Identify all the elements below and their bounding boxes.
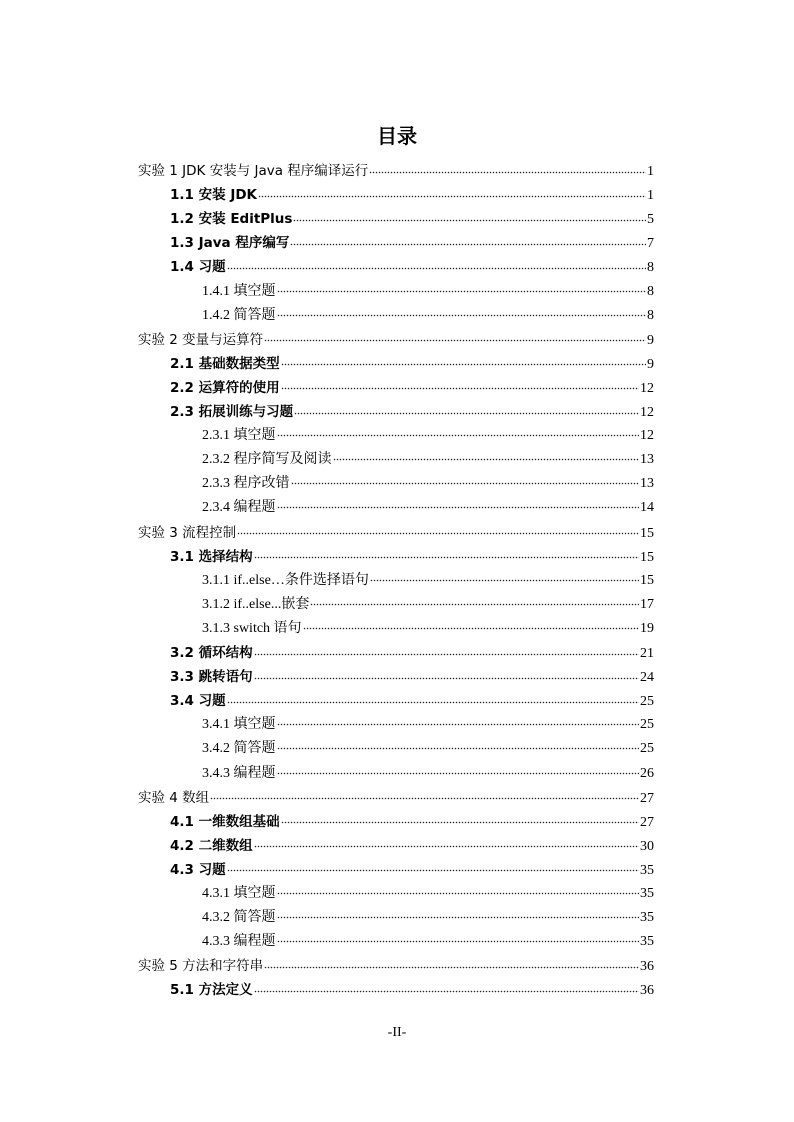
- toc-entry-title: 2.2 运算符的使用: [170, 379, 280, 396]
- dot-leader: [293, 210, 646, 224]
- toc-entry-page-number: 35: [640, 934, 654, 950]
- dot-leader: [258, 186, 646, 200]
- toc-entry[interactable]: [202, 762, 654, 786]
- toc-entry-title: 4.3.2 简答题: [202, 910, 276, 926]
- toc-entry[interactable]: [170, 400, 654, 424]
- toc-entry-page-number: 13: [640, 476, 654, 492]
- toc-entry[interactable]: [202, 930, 654, 954]
- dot-leader: [369, 162, 646, 176]
- toc-entry[interactable]: [202, 569, 654, 593]
- dot-leader: [281, 354, 646, 368]
- toc-entry-page-number: 24: [640, 670, 654, 686]
- toc-entry-page-number: 15: [640, 525, 654, 541]
- toc-entry-title: 4.3.3 编程题: [202, 934, 276, 950]
- dot-leader: [277, 931, 640, 945]
- dot-leader: [310, 594, 639, 608]
- toc-entry-page-number: 35: [640, 886, 654, 901]
- toc-entry-page-number: 30: [640, 838, 654, 854]
- toc-entry-page-number: 14: [640, 500, 654, 516]
- dot-leader: [210, 788, 639, 802]
- toc-entry[interactable]: [170, 231, 654, 255]
- toc-entry[interactable]: [170, 858, 654, 882]
- dot-leader: [254, 981, 639, 995]
- toc-entry-page-number: 9: [647, 332, 654, 348]
- page-number-footer: -II-: [387, 1025, 407, 1040]
- toc-entry-page-number: 8: [647, 260, 654, 276]
- toc-entry[interactable]: [170, 376, 654, 400]
- toc-entry-title: 实验 1 JDK 安装与 Java 程序编译运行: [138, 163, 369, 179]
- toc-entry-title: 3.1.3 switch 语句: [202, 620, 302, 636]
- toc-entry[interactable]: [202, 882, 654, 906]
- toc-entry-title: 实验 4 数组: [138, 789, 210, 806]
- toc-entry[interactable]: [202, 593, 654, 617]
- dot-leader: [294, 403, 639, 417]
- toc-entry-page-number: 17: [640, 596, 654, 612]
- dot-leader: [303, 618, 639, 632]
- toc-entry[interactable]: [138, 521, 654, 545]
- dot-leader: [281, 812, 639, 826]
- dot-leader: [264, 957, 639, 971]
- toc-entry-page-number: 36: [640, 959, 654, 975]
- toc-entry-title: 4.3 习题: [170, 861, 226, 878]
- toc-entry[interactable]: [202, 713, 654, 737]
- toc-entry-page-number: 21: [640, 646, 654, 661]
- toc-entry-page-number: 19: [640, 620, 654, 636]
- toc-entry-title: 4.3.1 填空题: [202, 886, 276, 901]
- toc-entry[interactable]: [202, 906, 654, 930]
- toc-entry-title: 5.1 方法定义: [170, 982, 253, 999]
- toc-entry-title: 1.1 安装 JDK: [170, 187, 258, 204]
- dot-leader: [277, 883, 640, 897]
- toc-entry-title: 1.4.1 填空题: [202, 283, 276, 299]
- dot-leader: [277, 738, 640, 752]
- dot-leader: [264, 330, 646, 344]
- dot-leader: [281, 378, 639, 392]
- toc-entry-title: 3.4.1 填空题: [202, 717, 276, 733]
- dot-leader: [254, 836, 639, 850]
- dot-leader: [277, 907, 640, 921]
- toc-entry[interactable]: [202, 496, 654, 520]
- toc-entry-page-number: 1: [647, 188, 654, 204]
- toc-entry-title: 实验 3 流程控制: [138, 524, 237, 541]
- toc-entry-title: 2.3.3 程序改错: [202, 476, 290, 492]
- toc-entry[interactable]: [202, 448, 654, 472]
- toc-entry-title: 3.1 选择结构: [170, 548, 253, 565]
- toc-entry-page-number: 25: [640, 741, 654, 757]
- toc-entry[interactable]: [138, 159, 654, 183]
- toc-entry-title: 1.4 习题: [170, 259, 226, 276]
- toc-entry[interactable]: [170, 810, 654, 834]
- dot-leader: [370, 570, 639, 584]
- dot-leader: [277, 305, 647, 319]
- toc-entry-title: 3.4.3 编程题: [202, 765, 276, 781]
- toc-entry-page-number: 12: [640, 380, 654, 396]
- dot-leader: [277, 714, 640, 728]
- dot-leader: [291, 473, 640, 487]
- toc-entry-title: 4.1 一维数组基础: [170, 813, 280, 830]
- toc-entry-title: 2.3.2 程序简写及阅读: [202, 452, 332, 468]
- toc-entry-page-number: 8: [647, 283, 654, 299]
- toc-entry[interactable]: [170, 255, 654, 279]
- toc-entry[interactable]: [170, 641, 654, 665]
- toc-entry-page-number: 27: [640, 790, 654, 806]
- dot-leader: [254, 668, 639, 682]
- toc-entry[interactable]: [138, 328, 654, 352]
- toc-entry-page-number: 15: [640, 572, 654, 588]
- toc-entry[interactable]: [202, 617, 654, 641]
- toc-entry[interactable]: [138, 786, 654, 810]
- toc-entry[interactable]: [202, 472, 654, 496]
- dot-leader: [227, 692, 639, 706]
- toc-entry-title: 2.1 基础数据类型: [170, 355, 280, 372]
- toc-entry[interactable]: [202, 280, 654, 304]
- toc-entry-title: 2.3.4 编程题: [202, 500, 276, 516]
- dot-leader: [333, 449, 640, 463]
- toc-entry-title: 1.3 Java 程序编写: [170, 235, 290, 252]
- toc-entry-title: 1.4.2 简答题: [202, 307, 276, 323]
- toc-entry-page-number: 35: [640, 910, 654, 926]
- toc-entry-page-number: 12: [640, 428, 654, 444]
- dot-leader: [227, 860, 639, 874]
- toc-entry[interactable]: [170, 978, 654, 1002]
- toc-entry-page-number: 15: [640, 549, 654, 565]
- toc-entry[interactable]: [202, 424, 654, 448]
- toc-entry-title: 1.2 安装 EditPlus: [170, 211, 293, 228]
- page-title: 目录: [377, 124, 417, 148]
- toc-entry[interactable]: [170, 665, 654, 689]
- toc-entry-page-number: 9: [647, 356, 654, 372]
- dot-leader: [290, 234, 646, 248]
- toc-entry-title: 2.3.1 填空题: [202, 428, 276, 444]
- toc-entry[interactable]: [170, 207, 654, 231]
- dot-leader: [277, 425, 640, 439]
- toc-entry-page-number: 27: [640, 814, 654, 830]
- toc-entry-title: 4.2 二维数组: [170, 837, 253, 854]
- toc-entry[interactable]: [170, 545, 654, 569]
- dot-leader: [254, 644, 639, 658]
- toc-entry[interactable]: [170, 183, 654, 207]
- toc-entry[interactable]: [202, 737, 654, 761]
- toc-entry-title: 实验 2 变量与运算符: [138, 331, 264, 348]
- toc-entry-title: 3.1.2 if..else...嵌套: [202, 596, 310, 612]
- dot-leader: [277, 763, 640, 777]
- toc-entry-title: 3.4 习题: [170, 693, 226, 710]
- toc-entry-page-number: 35: [640, 862, 654, 878]
- toc-entry-page-number: 36: [640, 983, 654, 999]
- toc-entry-title: 实验 5 方法和字符串: [138, 958, 264, 975]
- toc-entry-title: 2.3 拓展训练与习题: [170, 404, 294, 420]
- toc-entry[interactable]: [170, 689, 654, 713]
- toc-entry[interactable]: [170, 352, 654, 376]
- toc-entry-page-number: 26: [640, 765, 654, 781]
- toc-entry-page-number: 13: [640, 452, 654, 468]
- toc-entry-title: 3.1.1 if..else…条件选择语句: [202, 572, 369, 588]
- toc-entry-title: 3.3 跳转语句: [170, 669, 253, 686]
- dot-leader: [277, 497, 640, 511]
- toc-entry-page-number: 7: [647, 236, 654, 252]
- toc-entry-page-number: 25: [640, 694, 654, 710]
- toc-entry-page-number: 5: [647, 212, 654, 228]
- toc-entry-page-number: 25: [640, 717, 654, 733]
- dot-leader: [227, 258, 646, 272]
- toc-entry[interactable]: [138, 954, 654, 978]
- dot-leader: [237, 523, 639, 537]
- toc-entry-page-number: 12: [640, 405, 654, 420]
- toc-entry[interactable]: [202, 304, 654, 328]
- toc-entry-page-number: 1: [647, 164, 654, 179]
- dot-leader: [277, 281, 647, 295]
- toc-entry-title: 3.4.2 简答题: [202, 741, 276, 757]
- toc-entry-page-number: 8: [647, 307, 654, 323]
- toc-entry-title: 3.2 循环结构: [170, 645, 253, 661]
- toc-entry[interactable]: [170, 834, 654, 858]
- dot-leader: [254, 547, 639, 561]
